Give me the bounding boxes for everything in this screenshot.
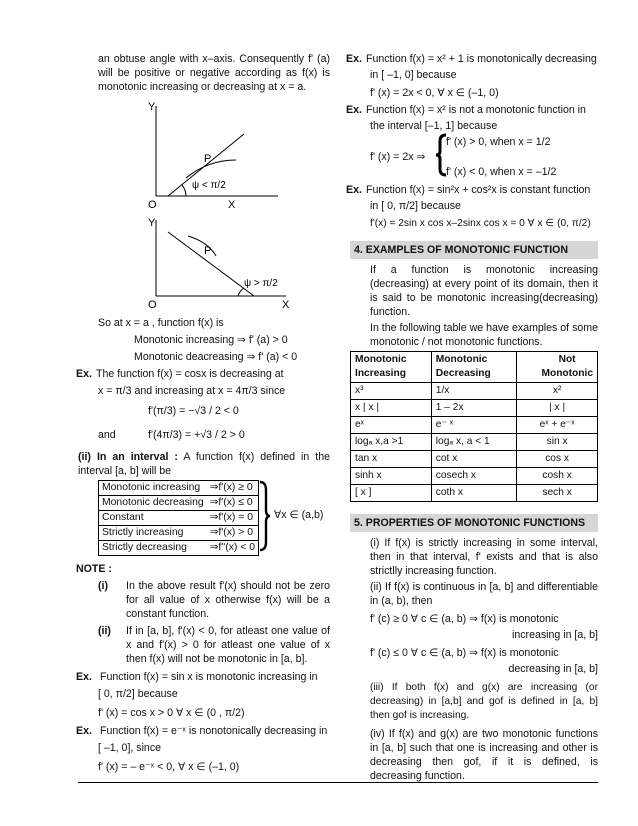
example-text: [ 0, π/2] because	[98, 688, 178, 700]
example-square	[346, 103, 598, 117]
tangent-line	[168, 232, 254, 296]
interval-label: (ii) In an interval :	[78, 451, 178, 463]
and-text: and	[98, 429, 116, 441]
cond-name: Monotonic increasing	[99, 481, 207, 496]
table-row: sinh x cosech x cosh x	[351, 468, 598, 485]
example-square-plus-one	[346, 52, 598, 66]
cond-name: Strictly decreasing	[99, 541, 207, 556]
example-text: Function f(x) = e⁻ˣ is nonotonically decreasing in	[100, 725, 328, 737]
example-text: the interval [–1, 1] because	[370, 120, 498, 132]
property-line: f' (c) ≤ 0 ∀ c ∈ (a, b) ⇒ f(x) is monotonic	[370, 647, 559, 659]
example-cos	[76, 367, 330, 381]
example-text: Function f(x) = x² + 1 is monotonically decreasing	[366, 53, 597, 65]
conditions-table	[98, 480, 259, 556]
example-text: x = π/3 and increasing at x = 4π/3 since	[98, 385, 286, 397]
table-row: logₐ x,a >1 logₐ x, a < 1 sin x	[351, 434, 598, 451]
x-label: X	[282, 299, 290, 311]
forall-text: ∀x ∈ (a,b)	[274, 509, 324, 521]
angle-arc	[182, 185, 186, 196]
example-text: The function f(x) = cosx is decreasing at	[96, 368, 284, 380]
example-text: Function f(x) = sin x is monotonic increasing in	[100, 671, 318, 683]
table-row: [ x ] coth x sech x	[351, 485, 598, 502]
section-title: 5. PROPERTIES OF MONOTONIC FUNCTIONS	[354, 517, 586, 529]
y-label: Y	[148, 217, 156, 229]
cond-value: ⇒f'(x) = 0	[207, 511, 259, 526]
example-exp	[76, 724, 330, 738]
property-item: (i) If f(x) is strictly increasing in some interval, then in that interval, f' exists and that is also strictlly increasing function.	[370, 537, 598, 577]
origin-label: O	[148, 199, 157, 211]
piecewise-bot: f' (x) < 0, when x = –1/2	[446, 166, 557, 178]
property-line: increasing in [a, b]	[512, 629, 598, 641]
graph-obtuse-angle	[78, 216, 330, 312]
example-text: in [ –1, 0] because	[370, 69, 457, 81]
table-row: tan x cot x cos x	[351, 451, 598, 468]
interval-text: A function f(x) defined in the interval [a, b] will be	[78, 451, 330, 477]
example-text: f' (x) = – e⁻ˣ < 0, ∀ x ∈ (–1, 0)	[98, 761, 240, 773]
column-header: Monotonic Decreasing	[431, 352, 516, 383]
piecewise-mid: f' (x) = 2x ⇒	[370, 151, 426, 163]
example-text: [ –1, 0], since	[98, 742, 162, 754]
example-label: Ex.	[346, 53, 362, 65]
example-sin-cos	[346, 183, 598, 197]
left-column	[78, 52, 330, 774]
example-label: Ex.	[76, 725, 92, 737]
note-label: (i)	[98, 580, 108, 592]
example-text: f' (x) = 2x < 0, ∀ x ∈ (–1, 0)	[370, 87, 499, 99]
mono-dec-line: Monotonic deacreasing ⇒ f' (a) < 0	[134, 351, 298, 363]
origin-label: O	[148, 299, 157, 311]
intro-paragraph: an obtuse angle with x–axis. Consequently f' (a) will be positive or negative according as f(x) is monotonic increasing or decreasing at x = a.	[98, 53, 330, 93]
point-label: P	[204, 245, 212, 257]
section-4-paragraph: If a function is monotonic increasing (decreasing) at every point of its domain, then it is said to be monotonic increasing(decreasing) function.	[370, 264, 598, 318]
table-header-row	[351, 352, 598, 383]
note-text: If in [a, b], f'(x) < 0, for atleast one value of x and f'(x) > 0 for atleast one value of x then f(x) will not be monotonic in [a, b].	[126, 625, 330, 665]
footer-rule	[78, 782, 598, 783]
graph-obtuse-svg	[78, 216, 330, 312]
y-label: Y	[148, 101, 156, 113]
note-item	[78, 624, 330, 666]
section-4-paragraph: In the following table we have examples of some monotonic / not monotonic functions.	[370, 322, 598, 348]
point-label: P	[204, 153, 212, 165]
example-text: f'(4π/3) = +√3 / 2 > 0	[148, 429, 245, 441]
interval-paragraph	[78, 450, 330, 478]
example-label: Ex.	[76, 671, 92, 683]
piecewise-block	[350, 133, 598, 179]
section-title: 4. EXAMPLES OF MONOTONIC FUNCTION	[354, 244, 569, 256]
table-row: eˣ e⁻ ˣ eˣ + e⁻ˣ	[351, 417, 598, 434]
column-header: Monotonic Increasing	[351, 352, 432, 383]
angle-label: ψ < π/2	[192, 180, 226, 191]
mono-inc-line: Monotonic increasing ⇒ f' (a) > 0	[134, 334, 288, 346]
table-row	[99, 511, 259, 526]
curly-brace-icon	[256, 480, 272, 552]
cond-value: ⇒f'(x) ≤ 0	[207, 496, 259, 511]
table-row: x³ 1/x x²	[351, 383, 598, 400]
so-line: So at x = a , function f(x) is	[98, 317, 224, 329]
property-item: (iv) If f(x) and g(x) are two monotonic functions in [a, b] such that one is increasing and other is decreasing then gof, if it is defined, is decreasing function.	[370, 728, 598, 782]
property-item: (ii) If f(x) is continuous in [a, b] and differentiable in (a, b), then	[370, 581, 598, 607]
note-text: In the above result f'(x) should not be zero for all value of x otherwise f(x) will be a constant function.	[126, 580, 330, 620]
example-text: in [ 0, π/2] because	[370, 200, 461, 212]
column-header: Not Monotonic	[517, 352, 598, 383]
example-and-row	[78, 428, 330, 442]
example-text: f'(π/3) = −√3 / 2 < 0	[148, 405, 239, 417]
example-text: f'(x) = 2sin x cos x–2sinx cos x = 0 ∀ x ∈ (0, π/2)	[370, 218, 591, 229]
cond-value: ⇒f'(x) ≥ 0	[207, 481, 259, 496]
example-label: Ex.	[346, 104, 362, 116]
note-label: (ii)	[98, 625, 111, 637]
example-text: Function f(x) = x² is not a monotonic function in	[366, 104, 586, 116]
property-line: f' (c) ≥ 0 ∀ c ∈ (a, b) ⇒ f(x) is monotonic	[370, 613, 559, 625]
table-row: x | x | 1 – 2x | x |	[351, 400, 598, 417]
example-text: f' (x) = cos x > 0 ∀ x ∈ (0 , π/2)	[98, 707, 245, 719]
property-line: decreasing in [a, b]	[508, 663, 598, 675]
example-text: Function f(x) = sin²x + cos²x is constant function	[366, 184, 591, 196]
cond-name: Strictly increasing	[99, 526, 207, 541]
right-column	[346, 52, 598, 783]
cond-value: ⇒f''(x) < 0	[207, 541, 259, 556]
note-item	[78, 579, 330, 621]
table-row	[99, 526, 259, 541]
conditions-block	[98, 480, 330, 556]
table-row	[99, 541, 259, 556]
x-label: X	[228, 199, 236, 211]
section-5-heading	[350, 514, 598, 532]
piecewise-top: f' (x) > 0, when x = 1/2	[446, 136, 551, 148]
graph-acute-svg	[78, 98, 330, 216]
example-sin	[76, 670, 330, 684]
cond-name: Constant	[99, 511, 207, 526]
monotonic-table	[350, 351, 598, 502]
example-label: Ex.	[76, 368, 92, 380]
angle-arc	[238, 288, 244, 296]
curve	[188, 236, 216, 256]
cond-value: ⇒f'(x) > 0	[207, 526, 259, 541]
table-row	[99, 481, 259, 496]
example-label: Ex.	[346, 184, 362, 196]
angle-label: ψ > π/2	[244, 278, 278, 289]
property-item: (iii) If both f(x) and g(x) are increasing (or decreasing) in [a,b] and gof is defined in [a, b] then gof is increasing.	[370, 682, 598, 721]
graph-acute-angle	[78, 98, 330, 216]
table-row	[99, 496, 259, 511]
section-4-heading	[350, 241, 598, 259]
note-title: NOTE :	[76, 563, 112, 575]
cond-name: Monotonic decreasing	[99, 496, 207, 511]
